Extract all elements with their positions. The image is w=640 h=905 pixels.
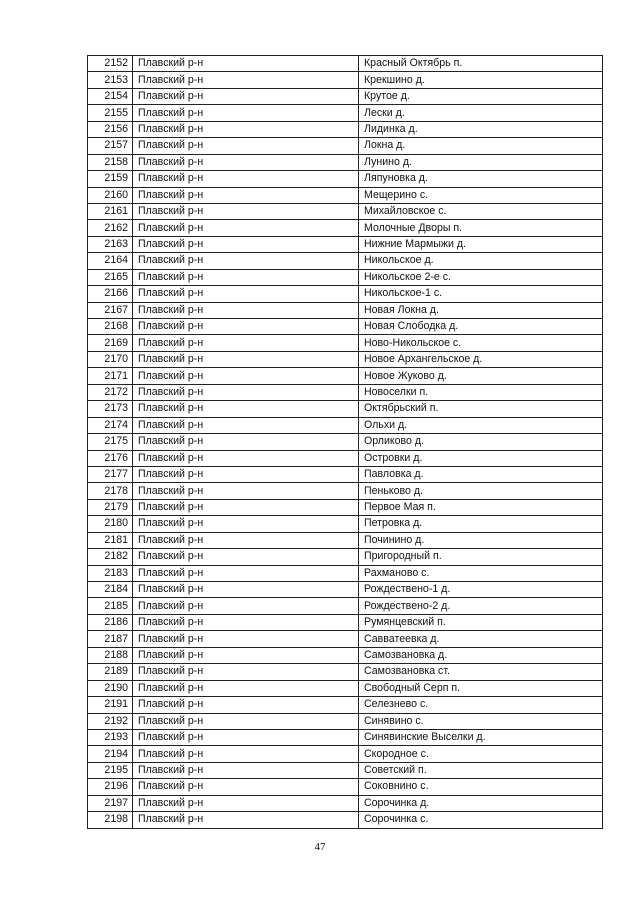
settlement-cell: Скородное с. xyxy=(359,746,603,762)
settlement-cell: Орликово д. xyxy=(359,434,603,450)
row-number-cell: 2154 xyxy=(88,88,133,104)
row-number-cell: 2158 xyxy=(88,154,133,170)
table-row xyxy=(88,121,603,137)
settlement-cell: Ново-Никольское с. xyxy=(359,335,603,351)
settlements-table-container xyxy=(87,55,602,829)
district-cell: Плавский р-н xyxy=(133,286,359,302)
district-cell: Плавский р-н xyxy=(133,253,359,269)
district-cell: Плавский р-н xyxy=(133,105,359,121)
settlement-cell: Советский п. xyxy=(359,762,603,778)
district-cell: Плавский р-н xyxy=(133,203,359,219)
row-number-cell: 2160 xyxy=(88,187,133,203)
district-cell: Плавский р-н xyxy=(133,401,359,417)
table-row xyxy=(88,746,603,762)
settlement-cell: Петровка д. xyxy=(359,516,603,532)
district-cell: Плавский р-н xyxy=(133,647,359,663)
row-number-cell: 2189 xyxy=(88,664,133,680)
table-row xyxy=(88,532,603,548)
row-number-cell: 2187 xyxy=(88,631,133,647)
row-number-cell: 2157 xyxy=(88,138,133,154)
table-row xyxy=(88,187,603,203)
district-cell: Плавский р-н xyxy=(133,351,359,367)
row-number-cell: 2190 xyxy=(88,680,133,696)
row-number-cell: 2159 xyxy=(88,171,133,187)
settlement-cell: Рахманово с. xyxy=(359,565,603,581)
row-number-cell: 2178 xyxy=(88,483,133,499)
district-cell: Плавский р-н xyxy=(133,697,359,713)
settlement-cell: Крекшино д. xyxy=(359,72,603,88)
table-row xyxy=(88,236,603,252)
row-number-cell: 2176 xyxy=(88,450,133,466)
settlement-cell: Крутое д. xyxy=(359,88,603,104)
row-number-cell: 2182 xyxy=(88,549,133,565)
row-number-cell: 2155 xyxy=(88,105,133,121)
district-cell: Плавский р-н xyxy=(133,664,359,680)
settlement-cell: Локна д. xyxy=(359,138,603,154)
table-body xyxy=(88,56,603,829)
page-number: 47 xyxy=(314,841,326,853)
settlement-cell: Лидинка д. xyxy=(359,121,603,137)
table-row xyxy=(88,598,603,614)
table-row xyxy=(88,466,603,482)
row-number-cell: 2194 xyxy=(88,746,133,762)
table-row xyxy=(88,253,603,269)
row-number-cell: 2192 xyxy=(88,713,133,729)
district-cell: Плавский р-н xyxy=(133,762,359,778)
settlement-cell: Октябрьский п. xyxy=(359,401,603,417)
row-number-cell: 2181 xyxy=(88,532,133,548)
row-number-cell: 2171 xyxy=(88,368,133,384)
settlement-cell: Новоселки п. xyxy=(359,384,603,400)
table-row xyxy=(88,549,603,565)
district-cell: Плавский р-н xyxy=(133,729,359,745)
district-cell: Плавский р-н xyxy=(133,72,359,88)
settlement-cell: Пригородный п. xyxy=(359,549,603,565)
table-row xyxy=(88,105,603,121)
row-number-cell: 2193 xyxy=(88,729,133,745)
row-number-cell: 2173 xyxy=(88,401,133,417)
row-number-cell: 2174 xyxy=(88,417,133,433)
row-number-cell: 2169 xyxy=(88,335,133,351)
settlement-cell: Синявино с. xyxy=(359,713,603,729)
settlement-cell: Павловка д. xyxy=(359,466,603,482)
district-cell: Плавский р-н xyxy=(133,171,359,187)
row-number-cell: 2198 xyxy=(88,812,133,828)
district-cell: Плавский р-н xyxy=(133,614,359,630)
district-cell: Плавский р-н xyxy=(133,154,359,170)
table-row xyxy=(88,72,603,88)
settlement-cell: Рождествено-2 д. xyxy=(359,598,603,614)
district-cell: Плавский р-н xyxy=(133,121,359,137)
table-row xyxy=(88,565,603,581)
settlement-cell: Починино д. xyxy=(359,532,603,548)
district-cell: Плавский р-н xyxy=(133,302,359,318)
table-row xyxy=(88,582,603,598)
table-row xyxy=(88,762,603,778)
settlement-cell: Пеньково д. xyxy=(359,483,603,499)
row-number-cell: 2156 xyxy=(88,121,133,137)
table-row xyxy=(88,88,603,104)
district-cell: Плавский р-н xyxy=(133,88,359,104)
district-cell: Плавский р-н xyxy=(133,434,359,450)
table-row xyxy=(88,335,603,351)
table-row xyxy=(88,384,603,400)
settlement-cell: Никольское д. xyxy=(359,253,603,269)
settlement-cell: Новая Локна д. xyxy=(359,302,603,318)
district-cell: Плавский р-н xyxy=(133,56,359,72)
settlement-cell: Лески д. xyxy=(359,105,603,121)
table-row xyxy=(88,56,603,72)
row-number-cell: 2186 xyxy=(88,614,133,630)
settlement-cell: Михайловское с. xyxy=(359,203,603,219)
table-row xyxy=(88,417,603,433)
district-cell: Плавский р-н xyxy=(133,138,359,154)
settlement-cell: Румянцевский п. xyxy=(359,614,603,630)
settlement-cell: Лунино д. xyxy=(359,154,603,170)
settlement-cell: Нижние Мармыжи д. xyxy=(359,236,603,252)
row-number-cell: 2166 xyxy=(88,286,133,302)
table-row xyxy=(88,614,603,630)
district-cell: Плавский р-н xyxy=(133,565,359,581)
table-row xyxy=(88,779,603,795)
table-row xyxy=(88,664,603,680)
row-number-cell: 2191 xyxy=(88,697,133,713)
row-number-cell: 2184 xyxy=(88,582,133,598)
table-row xyxy=(88,713,603,729)
table-row xyxy=(88,729,603,745)
row-number-cell: 2175 xyxy=(88,434,133,450)
settlement-cell: Никольское-1 с. xyxy=(359,286,603,302)
row-number-cell: 2172 xyxy=(88,384,133,400)
settlement-cell: Красный Октябрь п. xyxy=(359,56,603,72)
row-number-cell: 2177 xyxy=(88,466,133,482)
settlement-cell: Рождествено-1 д. xyxy=(359,582,603,598)
row-number-cell: 2161 xyxy=(88,203,133,219)
district-cell: Плавский р-н xyxy=(133,713,359,729)
row-number-cell: 2167 xyxy=(88,302,133,318)
table-row xyxy=(88,516,603,532)
settlement-cell: Новое Жуково д. xyxy=(359,368,603,384)
settlements-table xyxy=(87,55,603,829)
settlement-cell: Синявинские Выселки д. xyxy=(359,729,603,745)
row-number-cell: 2170 xyxy=(88,351,133,367)
district-cell: Плавский р-н xyxy=(133,483,359,499)
row-number-cell: 2164 xyxy=(88,253,133,269)
district-cell: Плавский р-н xyxy=(133,384,359,400)
district-cell: Плавский р-н xyxy=(133,335,359,351)
table-row xyxy=(88,203,603,219)
table-row xyxy=(88,138,603,154)
row-number-cell: 2152 xyxy=(88,56,133,72)
table-row xyxy=(88,351,603,367)
row-number-cell: 2180 xyxy=(88,516,133,532)
settlement-cell: Новая Слободка д. xyxy=(359,319,603,335)
row-number-cell: 2185 xyxy=(88,598,133,614)
district-cell: Плавский р-н xyxy=(133,269,359,285)
table-row xyxy=(88,269,603,285)
row-number-cell: 2197 xyxy=(88,795,133,811)
table-row xyxy=(88,697,603,713)
table-row xyxy=(88,647,603,663)
district-cell: Плавский р-н xyxy=(133,319,359,335)
table-row xyxy=(88,302,603,318)
settlement-cell: Островки д. xyxy=(359,450,603,466)
row-number-cell: 2162 xyxy=(88,220,133,236)
table-row xyxy=(88,286,603,302)
table-row xyxy=(88,795,603,811)
settlement-cell: Селезнево с. xyxy=(359,697,603,713)
district-cell: Плавский р-н xyxy=(133,812,359,828)
district-cell: Плавский р-н xyxy=(133,220,359,236)
row-number-cell: 2163 xyxy=(88,236,133,252)
district-cell: Плавский р-н xyxy=(133,516,359,532)
row-number-cell: 2188 xyxy=(88,647,133,663)
table-row xyxy=(88,319,603,335)
settlement-cell: Ляпуновка д. xyxy=(359,171,603,187)
table-row xyxy=(88,631,603,647)
table-row xyxy=(88,171,603,187)
district-cell: Плавский р-н xyxy=(133,582,359,598)
district-cell: Плавский р-н xyxy=(133,417,359,433)
district-cell: Плавский р-н xyxy=(133,499,359,515)
settlement-cell: Ольхи д. xyxy=(359,417,603,433)
table-row xyxy=(88,450,603,466)
row-number-cell: 2196 xyxy=(88,779,133,795)
table-row xyxy=(88,483,603,499)
row-number-cell: 2195 xyxy=(88,762,133,778)
district-cell: Плавский р-н xyxy=(133,236,359,252)
district-cell: Плавский р-н xyxy=(133,631,359,647)
district-cell: Плавский р-н xyxy=(133,795,359,811)
row-number-cell: 2183 xyxy=(88,565,133,581)
district-cell: Плавский р-н xyxy=(133,466,359,482)
table-row xyxy=(88,812,603,828)
district-cell: Плавский р-н xyxy=(133,598,359,614)
settlement-cell: Самозвановка д. xyxy=(359,647,603,663)
district-cell: Плавский р-н xyxy=(133,746,359,762)
table-row xyxy=(88,434,603,450)
district-cell: Плавский р-н xyxy=(133,779,359,795)
settlement-cell: Никольское 2-е с. xyxy=(359,269,603,285)
table-row xyxy=(88,499,603,515)
settlement-cell: Новое Архангельское д. xyxy=(359,351,603,367)
district-cell: Плавский р-н xyxy=(133,549,359,565)
settlement-cell: Мещерино с. xyxy=(359,187,603,203)
settlement-cell: Самозвановка ст. xyxy=(359,664,603,680)
settlement-cell: Первое Мая п. xyxy=(359,499,603,515)
district-cell: Плавский р-н xyxy=(133,680,359,696)
row-number-cell: 2179 xyxy=(88,499,133,515)
row-number-cell: 2168 xyxy=(88,319,133,335)
settlement-cell: Сорочинка д. xyxy=(359,795,603,811)
table-row xyxy=(88,680,603,696)
district-cell: Плавский р-н xyxy=(133,187,359,203)
district-cell: Плавский р-н xyxy=(133,532,359,548)
table-row xyxy=(88,220,603,236)
row-number-cell: 2165 xyxy=(88,269,133,285)
row-number-cell: 2153 xyxy=(88,72,133,88)
settlement-cell: Свободный Серп п. xyxy=(359,680,603,696)
table-row xyxy=(88,368,603,384)
settlement-cell: Соковнино с. xyxy=(359,779,603,795)
district-cell: Плавский р-н xyxy=(133,368,359,384)
settlement-cell: Молочные Дворы п. xyxy=(359,220,603,236)
settlement-cell: Савватеевка д. xyxy=(359,631,603,647)
table-row xyxy=(88,154,603,170)
settlement-cell: Сорочинка с. xyxy=(359,812,603,828)
table-row xyxy=(88,401,603,417)
district-cell: Плавский р-н xyxy=(133,450,359,466)
